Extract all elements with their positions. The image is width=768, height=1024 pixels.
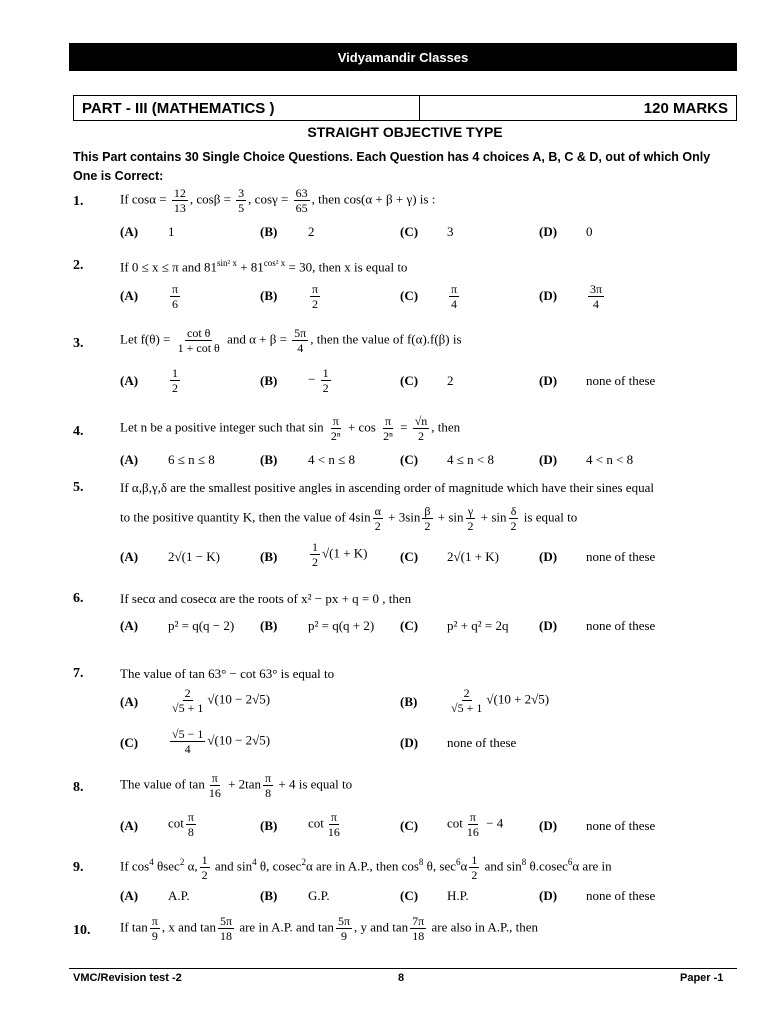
question-text: If 0 ≤ x ≤ π and $81^{sin^2 x} + 81^{cos^2 x} = 30$, then x is equal to [120, 258, 408, 275]
option-label: (D) [539, 549, 558, 564]
option-label: (D) [539, 373, 558, 388]
option-a: $\frac{1}{2}$ [172, 366, 178, 395]
option-c: 3 [447, 224, 454, 239]
option-c: 2√(1 + K) [447, 549, 500, 564]
option-label: (A) [120, 818, 139, 833]
option-label: (A) [120, 888, 139, 903]
option-b: 2 [308, 224, 315, 239]
option-label: (D) [539, 224, 558, 239]
option-label: (D) [539, 618, 558, 633]
option-label: (B) [260, 818, 278, 833]
option-label: (A) [120, 452, 139, 467]
option-b: − $\frac{1}{2}$ [308, 366, 329, 395]
question-number: 7. [73, 666, 84, 681]
question-text: Let f(θ) = $\frac{\text{cot θ}}{\text{1 + cot θ}}$ and α + β = $\frac{5\pi}{4}$ , then the value of f(α).f(β) is [120, 326, 462, 355]
option-d: none of these [586, 618, 656, 633]
option-b: $\frac{2}{√5 + 1}$ √(10 + 2√5) [451, 686, 550, 715]
question-text: If tan $\frac{\pi}{9}$ , x and tan $\frac{5\pi}{18}$ are in A.P. and tan $\frac{5\pi}{9}$ , y and tan $\frac{7\pi}{18}$ are also in A.P., then [120, 914, 538, 943]
question-text: The value of tan $\frac{\pi}{16}$ + 2tan $\frac{\pi}{8}$ + 4 is equal to [120, 771, 353, 800]
option-label: (B) [260, 224, 278, 239]
option-label: (C) [400, 888, 419, 903]
option-label: (B) [260, 288, 278, 303]
option-label: (B) [260, 888, 278, 903]
option-b: 4 < n ≤ 8 [308, 452, 355, 467]
option-label: (A) [120, 224, 139, 239]
option-b: $\frac{\pi}{2}$ [312, 282, 319, 311]
option-label: (C) [400, 288, 419, 303]
question-number: 2. [73, 258, 84, 273]
question-number: 9. [73, 860, 84, 875]
question-number: 3. [73, 336, 84, 351]
option-label: (A) [120, 288, 139, 303]
option-d: none of these [586, 818, 656, 833]
option-a: p² = q(q − 2) [168, 618, 235, 633]
option-label: (D) [539, 888, 558, 903]
option-label: (C) [400, 549, 419, 564]
footer-page-number: 8 [398, 972, 405, 984]
option-label: (A) [120, 549, 139, 564]
option-c: $\frac{√5 - 1}{4}$ √(10 − 2√5) [172, 727, 271, 756]
option-a: 6 ≤ n ≤ 8 [168, 452, 215, 467]
option-d: none of these [586, 549, 656, 564]
question-text: If $\cos^4 \theta\sec^2$ α, $\frac{1}{2}$ and $\sin^4 \theta$, cosec$^2$α are in A.P., then $\cos^8 \theta$, $\sec^6\alpha$ $\frac{1}{2}$ and $\sin^8 \theta.cosec^6\alpha$ are in [120, 853, 612, 882]
option-d: none of these [447, 735, 517, 750]
institute-name: Vidyamandir Classes [337, 49, 469, 65]
option-b: cot $\frac{\pi}{16}$ [308, 810, 340, 839]
option-label: (B) [400, 694, 418, 709]
question-text: If α,β,γ,δ are the smallest positive angles in ascending order of magnitude which have their sines equal [120, 480, 654, 495]
question-number: 4. [73, 424, 84, 439]
option-c: 2 [447, 373, 454, 388]
footer-test-name: VMC/Revision test -2 [73, 972, 182, 984]
institute-banner [69, 43, 737, 71]
option-label: (D) [400, 735, 419, 750]
question-number: 10. [73, 923, 91, 938]
option-label: (B) [260, 618, 278, 633]
option-label: (B) [260, 452, 278, 467]
option-b: G.P. [308, 888, 330, 903]
option-label: (D) [539, 452, 558, 467]
option-d: 0 [586, 224, 593, 239]
option-d: none of these [586, 373, 656, 388]
option-a: 2√(1 − K) [168, 549, 221, 564]
instructions: This Part contains 30 Single Choice Questions. Each Question has 4 choices A, B, C & D, out of which Only One is Correct: [73, 150, 711, 183]
question-text: Let n be a positive integer such that sin $\frac{\pi}{\text{2ⁿ}}$ + cos $\frac{\pi}{\text{2ⁿ}}$ = $\frac{√n}{2}$ , then [120, 414, 461, 443]
part-marks: 120 MARKS [643, 99, 728, 117]
option-label: (C) [400, 618, 419, 633]
option-c: $\frac{\pi}{4}$ [451, 282, 458, 311]
question-text-2: to the positive quantity K, then the value of 4sin $\frac{\alpha}{2}$ + 3sin $\frac{\beta}{2}$ + sin $\frac{\gamma}{2}$ + sin $\frac{\delta}{2}$ is equal to [120, 504, 578, 533]
option-d: 4 < n < 8 [586, 452, 634, 467]
option-label: (A) [120, 694, 139, 709]
question-text: If secα and cosecα are the roots of x² − px + q = 0 , then [120, 591, 412, 606]
question-text: The value of tan 63° − cot 63° is equal to [120, 666, 335, 681]
question-number: 1. [73, 194, 84, 209]
option-label: (C) [400, 818, 419, 833]
footer-paper: Paper -1 [680, 972, 724, 984]
option-label: (A) [120, 618, 139, 633]
option-d: none of these [586, 888, 656, 903]
option-a: $\frac{\pi}{6}$ [172, 282, 179, 311]
option-a: cot $\frac{\pi}{8}$ [168, 810, 194, 839]
option-label: (B) [260, 373, 278, 388]
part-header [73, 95, 737, 121]
option-label: (C) [400, 452, 419, 467]
option-a: 1 [168, 224, 175, 239]
option-b: $\frac{1}{2}$ √(1 + K) [312, 540, 368, 569]
part-title: PART - III (MATHEMATICS ) [74, 96, 420, 120]
question-text: If cosα = $\frac{12}{13}$ , cosβ = $\frac{3}{5}$ , cosγ = $\frac{63}{65}$ , then cos(α + β + γ) is : [120, 186, 436, 215]
question-number: 5. [73, 480, 84, 495]
option-label: (C) [400, 373, 419, 388]
option-label: (B) [260, 549, 278, 564]
option-label: (C) [400, 224, 419, 239]
option-label: (A) [120, 373, 139, 388]
question-number: 8. [73, 780, 84, 795]
question-number: 6. [73, 591, 84, 606]
option-label: (C) [120, 735, 139, 750]
option-b: p² = q(q + 2) [308, 618, 375, 633]
footer-divider [69, 968, 737, 969]
section-type: STRAIGHT OBJECTIVE TYPE [307, 124, 503, 140]
option-label: (D) [539, 818, 558, 833]
option-c: 4 ≤ n < 8 [447, 452, 494, 467]
option-c: p² + q² = 2q [447, 618, 509, 633]
option-c: cot $\frac{\pi}{16}$ − 4 [447, 810, 504, 839]
option-d: $\frac{3\pi}{4}$ [590, 282, 603, 311]
option-a: $\frac{2}{√5 + 1}$ √(10 − 2√5) [172, 686, 271, 715]
option-label: (D) [539, 288, 558, 303]
option-c: H.P. [447, 888, 469, 903]
option-a: A.P. [168, 888, 190, 903]
